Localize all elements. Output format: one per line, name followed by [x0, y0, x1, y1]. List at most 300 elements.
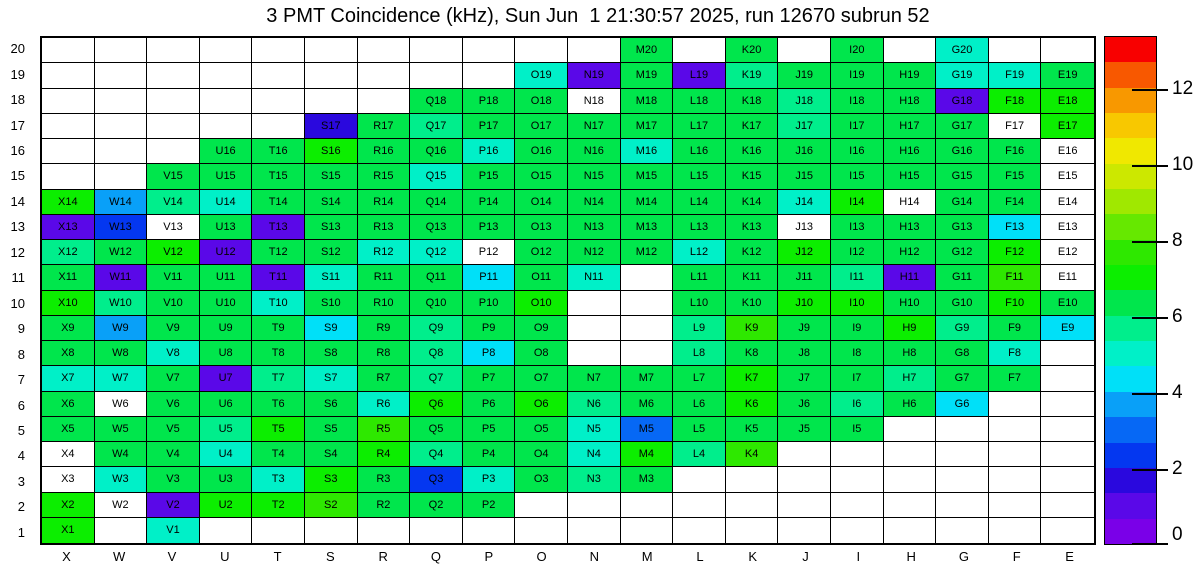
- heatmap-cell: S14: [305, 190, 358, 215]
- heatmap-cell: T8: [252, 341, 305, 366]
- heatmap-cell: O12: [515, 240, 568, 265]
- heatmap-cell: E12: [1041, 240, 1094, 265]
- heatmap-cell: U5: [200, 417, 253, 442]
- heatmap-cell: K13: [726, 215, 779, 240]
- heatmap-cell: F17: [989, 114, 1042, 139]
- x-axis-label: E: [1065, 549, 1074, 564]
- y-axis-label: 20: [10, 41, 25, 57]
- heatmap-cell: N6: [568, 392, 621, 417]
- x-axis-label: W: [113, 549, 126, 564]
- heatmap-cell: N17: [568, 114, 621, 139]
- y-axis-label: 1: [17, 524, 25, 540]
- heatmap-cell: V13: [147, 215, 200, 240]
- heatmap-cell: G20: [936, 38, 989, 63]
- heatmap-cell: E17: [1041, 114, 1094, 139]
- heatmap-cell: I20: [831, 38, 884, 63]
- heatmap-cell: H10: [884, 291, 937, 316]
- heatmap-cell: [936, 417, 989, 442]
- heatmap-cell: U11: [200, 265, 253, 290]
- heatmap-cell: N4: [568, 442, 621, 467]
- heatmap-cell: F11: [989, 265, 1042, 290]
- heatmap-cell: W3: [95, 467, 148, 492]
- heatmap-cell: [200, 63, 253, 88]
- heatmap-cell: [989, 467, 1042, 492]
- heatmap-cell: Q4: [410, 442, 463, 467]
- heatmap-cell: I5: [831, 417, 884, 442]
- heatmap-cell: Q2: [410, 493, 463, 518]
- heatmap-cell: [147, 38, 200, 63]
- heatmap-cell: M14: [621, 190, 674, 215]
- heatmap-cell: H14: [884, 190, 937, 215]
- x-axis-label: N: [589, 549, 600, 564]
- heatmap-cell: L15: [673, 164, 726, 189]
- heatmap-cell: V7: [147, 366, 200, 391]
- heatmap-cell: R6: [358, 392, 411, 417]
- heatmap-cell: [463, 63, 516, 88]
- x-axis-label: X: [62, 549, 71, 564]
- heatmap-cell: [568, 316, 621, 341]
- heatmap-cell: [410, 38, 463, 63]
- heatmap-cell: X2: [42, 493, 95, 518]
- x-axis-label: Q: [430, 549, 442, 564]
- heatmap-cell: P13: [463, 215, 516, 240]
- heatmap-cell: N16: [568, 139, 621, 164]
- colorbar-tick: [1132, 393, 1168, 395]
- heatmap-cell: E19: [1041, 63, 1094, 88]
- heatmap-cell: [410, 518, 463, 543]
- heatmap-cell: W10: [95, 291, 148, 316]
- heatmap-cell: Q15: [410, 164, 463, 189]
- heatmap-cell: P6: [463, 392, 516, 417]
- heatmap-cell: E9: [1041, 316, 1094, 341]
- heatmap-cell: U9: [200, 316, 253, 341]
- heatmap-cell: [1041, 442, 1094, 467]
- heatmap-cell: S12: [305, 240, 358, 265]
- heatmap-cell: [778, 518, 831, 543]
- heatmap-cell: O7: [515, 366, 568, 391]
- heatmap-cell: O8: [515, 341, 568, 366]
- heatmap-cell: W2: [95, 493, 148, 518]
- heatmap-cell: [200, 89, 253, 114]
- heatmap-cell: O14: [515, 190, 568, 215]
- heatmap-cell: [305, 518, 358, 543]
- heatmap-cell: W12: [95, 240, 148, 265]
- heatmap-cell: [621, 265, 674, 290]
- colorbar-tick-label: 6: [1172, 306, 1183, 328]
- heatmap-cell: K16: [726, 139, 779, 164]
- colorbar-tick-label: 2: [1172, 458, 1183, 480]
- heatmap-cell: I18: [831, 89, 884, 114]
- heatmap-cell: [884, 417, 937, 442]
- colorbar-tick: [1132, 469, 1168, 471]
- heatmap-cell: E16: [1041, 139, 1094, 164]
- heatmap-cell: H8: [884, 341, 937, 366]
- heatmap-cell: [884, 38, 937, 63]
- heatmap-cell: J5: [778, 417, 831, 442]
- colorbar-tick-label: 10: [1172, 154, 1194, 176]
- heatmap-cell: T15: [252, 164, 305, 189]
- heatmap-cell: L6: [673, 392, 726, 417]
- heatmap-cell: [621, 291, 674, 316]
- heatmap-cell: P11: [463, 265, 516, 290]
- heatmap-cell: I14: [831, 190, 884, 215]
- heatmap-cell: [42, 63, 95, 88]
- heatmap-cell: [200, 38, 253, 63]
- heatmap-cell: P5: [463, 417, 516, 442]
- heatmap-cell: S10: [305, 291, 358, 316]
- heatmap-cell: [621, 316, 674, 341]
- x-axis-label: F: [1012, 549, 1021, 564]
- heatmap-cell: K18: [726, 89, 779, 114]
- heatmap-cell: Q9: [410, 316, 463, 341]
- heatmap-cell: [884, 442, 937, 467]
- colorbar-tick: [1132, 241, 1168, 243]
- heatmap-cell: E15: [1041, 164, 1094, 189]
- heatmap-cell: M5: [621, 417, 674, 442]
- heatmap-cell: S13: [305, 215, 358, 240]
- y-axis-label: 13: [10, 219, 25, 235]
- heatmap-cell: L4: [673, 442, 726, 467]
- heatmap-cell: F8: [989, 341, 1042, 366]
- heatmap-cell: [515, 38, 568, 63]
- heatmap-cell: [831, 518, 884, 543]
- heatmap-cell: [778, 38, 831, 63]
- heatmap-cell: J17: [778, 114, 831, 139]
- heatmap-cell: G6: [936, 392, 989, 417]
- heatmap-cell: L10: [673, 291, 726, 316]
- heatmap-cell: J14: [778, 190, 831, 215]
- heatmap-cell: K6: [726, 392, 779, 417]
- heatmap-cell: G16: [936, 139, 989, 164]
- heatmap-cell: E11: [1041, 265, 1094, 290]
- heatmap-cell: [252, 63, 305, 88]
- heatmap-cell: S3: [305, 467, 358, 492]
- heatmap-cell: F16: [989, 139, 1042, 164]
- heatmap-cell: O13: [515, 215, 568, 240]
- heatmap-cell: [1041, 341, 1094, 366]
- heatmap-cell: [147, 89, 200, 114]
- x-axis-label: U: [220, 549, 230, 564]
- heatmap-cell: [673, 518, 726, 543]
- heatmap-cell: K12: [726, 240, 779, 265]
- heatmap-cell: U2: [200, 493, 253, 518]
- heatmap-cell: [358, 89, 411, 114]
- heatmap-cell: V1: [147, 518, 200, 543]
- heatmap-cell: X10: [42, 291, 95, 316]
- heatmap-cell: [358, 38, 411, 63]
- heatmap-cell: G8: [936, 341, 989, 366]
- heatmap-cell: W6: [95, 392, 148, 417]
- heatmap-cell: R4: [358, 442, 411, 467]
- heatmap-cell: L5: [673, 417, 726, 442]
- x-axis-label: V: [167, 549, 177, 564]
- heatmap-cell: V8: [147, 341, 200, 366]
- heatmap-cell: G9: [936, 316, 989, 341]
- x-axis-label: S: [326, 549, 335, 564]
- heatmap-cell: P3: [463, 467, 516, 492]
- heatmap-cell: T16: [252, 139, 305, 164]
- heatmap-cell: H16: [884, 139, 937, 164]
- heatmap-cell: M15: [621, 164, 674, 189]
- heatmap-cell: Q11: [410, 265, 463, 290]
- heatmap-cell: V14: [147, 190, 200, 215]
- heatmap-cell: I13: [831, 215, 884, 240]
- heatmap-cell: T5: [252, 417, 305, 442]
- heatmap-cell: [42, 114, 95, 139]
- heatmap-cell: S6: [305, 392, 358, 417]
- heatmap-cell: [936, 493, 989, 518]
- heatmap-cell: [726, 493, 779, 518]
- heatmap-cell: W11: [95, 265, 148, 290]
- heatmap-cell: V2: [147, 493, 200, 518]
- x-axis-label: I: [856, 549, 861, 564]
- heatmap-cell: [884, 467, 937, 492]
- heatmap-cell: U3: [200, 467, 253, 492]
- heatmap-cell: O17: [515, 114, 568, 139]
- y-axis-label: 11: [11, 270, 25, 286]
- heatmap-cell: [42, 164, 95, 189]
- heatmap-cell: G17: [936, 114, 989, 139]
- heatmap-cell: X5: [42, 417, 95, 442]
- heatmap-cell: P14: [463, 190, 516, 215]
- heatmap-cell: O6: [515, 392, 568, 417]
- heatmap-cell: V11: [147, 265, 200, 290]
- heatmap-cell: Q14: [410, 190, 463, 215]
- heatmap-cell: T13: [252, 215, 305, 240]
- colorbar-tick-label: 0: [1172, 524, 1183, 545]
- heatmap-cell: O9: [515, 316, 568, 341]
- heatmap-cell: [305, 38, 358, 63]
- heatmap-cell: F14: [989, 190, 1042, 215]
- heatmap-cell: T12: [252, 240, 305, 265]
- heatmap-cell: [147, 63, 200, 88]
- heatmap-cell: S2: [305, 493, 358, 518]
- heatmap-cell: [884, 518, 937, 543]
- heatmap-cell: J8: [778, 341, 831, 366]
- heatmap-cell: [410, 63, 463, 88]
- heatmap-cell: K4: [726, 442, 779, 467]
- heatmap-cell: [989, 392, 1042, 417]
- heatmap-cell: W9: [95, 316, 148, 341]
- heatmap-cell: T14: [252, 190, 305, 215]
- heatmap-cell: M19: [621, 63, 674, 88]
- heatmap-cell: J11: [778, 265, 831, 290]
- heatmap-cell: Q18: [410, 89, 463, 114]
- heatmap-cell: O19: [515, 63, 568, 88]
- x-axis-label: L: [696, 549, 704, 564]
- heatmap-cell: I15: [831, 164, 884, 189]
- heatmap-cell: [42, 89, 95, 114]
- heatmap-cell: [1041, 392, 1094, 417]
- heatmap-cell: V9: [147, 316, 200, 341]
- heatmap-cell: R13: [358, 215, 411, 240]
- heatmap-cell: F12: [989, 240, 1042, 265]
- heatmap-cell: [1041, 417, 1094, 442]
- heatmap-cell: H9: [884, 316, 937, 341]
- heatmap-cell: G19: [936, 63, 989, 88]
- heatmap-cell: X7: [42, 366, 95, 391]
- heatmap-cell: F9: [989, 316, 1042, 341]
- heatmap-cell: V15: [147, 164, 200, 189]
- heatmap-cell: [1041, 467, 1094, 492]
- heatmap-cell: [621, 493, 674, 518]
- heatmap-cell: U15: [200, 164, 253, 189]
- heatmap-cell: [936, 467, 989, 492]
- heatmap-cell: W5: [95, 417, 148, 442]
- heatmap-cell: X3: [42, 467, 95, 492]
- heatmap-cell: W4: [95, 442, 148, 467]
- heatmap-cell: T11: [252, 265, 305, 290]
- heatmap-cell: R2: [358, 493, 411, 518]
- heatmap-cell: H17: [884, 114, 937, 139]
- heatmap-cell: [1041, 366, 1094, 391]
- heatmap-cell: R3: [358, 467, 411, 492]
- colorbar-tick: [1132, 543, 1168, 545]
- colorbar-tick-label: 12: [1172, 78, 1194, 100]
- heatmap-cell: L16: [673, 139, 726, 164]
- heatmap-cell: H19: [884, 63, 937, 88]
- heatmap-cell: L19: [673, 63, 726, 88]
- heatmap-cell: M17: [621, 114, 674, 139]
- heatmap-cell: J7: [778, 366, 831, 391]
- heatmap-cell: [95, 518, 148, 543]
- heatmap-cell: M16: [621, 139, 674, 164]
- heatmap-cell: [831, 467, 884, 492]
- heatmap-cell: X11: [42, 265, 95, 290]
- x-axis-label: H: [906, 549, 916, 564]
- heatmap-cell: [95, 114, 148, 139]
- heatmap-cell: M20: [621, 38, 674, 63]
- heatmap-cell: [989, 417, 1042, 442]
- heatmap-cell: N19: [568, 63, 621, 88]
- heatmap-cell: X12: [42, 240, 95, 265]
- heatmap-cell: O11: [515, 265, 568, 290]
- heatmap-cell: S4: [305, 442, 358, 467]
- heatmap-cell: L9: [673, 316, 726, 341]
- heatmap-cell: [673, 493, 726, 518]
- heatmap-cell: [726, 518, 779, 543]
- heatmap-cell: [95, 139, 148, 164]
- heatmap-cell: P17: [463, 114, 516, 139]
- heatmap-cell: [305, 89, 358, 114]
- heatmap-cell: [936, 442, 989, 467]
- heatmap-cell: L8: [673, 341, 726, 366]
- y-axis-label: 19: [10, 66, 25, 82]
- heatmap-cell: R16: [358, 139, 411, 164]
- heatmap-cell: [358, 63, 411, 88]
- heatmap-cell: E14: [1041, 190, 1094, 215]
- heatmap-cell: I7: [831, 366, 884, 391]
- y-axis-label: 15: [10, 168, 25, 184]
- heatmap-cell: L12: [673, 240, 726, 265]
- heatmap-cell: S15: [305, 164, 358, 189]
- heatmap-cell: U10: [200, 291, 253, 316]
- heatmap-cell: J6: [778, 392, 831, 417]
- heatmap-cell: P10: [463, 291, 516, 316]
- heatmap-cell: [778, 493, 831, 518]
- heatmap-cell: [95, 89, 148, 114]
- heatmap-cell: I19: [831, 63, 884, 88]
- heatmap-cell: [147, 114, 200, 139]
- heatmap-cell: W8: [95, 341, 148, 366]
- heatmap-cell: G10: [936, 291, 989, 316]
- heatmap-cell: [515, 518, 568, 543]
- heatmap-cell: V4: [147, 442, 200, 467]
- heatmap-cell: T7: [252, 366, 305, 391]
- heatmap-cell: [568, 291, 621, 316]
- heatmap-cell: [831, 493, 884, 518]
- heatmap-cell: L17: [673, 114, 726, 139]
- heatmap-cell: K15: [726, 164, 779, 189]
- heatmap-cell: M3: [621, 467, 674, 492]
- heatmap-cell: S8: [305, 341, 358, 366]
- heatmap-cell: H15: [884, 164, 937, 189]
- heatmap-cell: U7: [200, 366, 253, 391]
- heatmap-cell: V5: [147, 417, 200, 442]
- heatmap-cell: [778, 442, 831, 467]
- heatmap-cell: P4: [463, 442, 516, 467]
- heatmap-cell: [568, 493, 621, 518]
- heatmap-cell: O10: [515, 291, 568, 316]
- y-axis-label: 5: [17, 423, 25, 439]
- heatmap-cell: [463, 38, 516, 63]
- colorbar-tick-label: 8: [1172, 230, 1183, 252]
- heatmap-cell: [252, 38, 305, 63]
- y-axis-label: 2: [17, 499, 25, 515]
- heatmap-cell: K10: [726, 291, 779, 316]
- heatmap-cell: P8: [463, 341, 516, 366]
- heatmap-cell: V10: [147, 291, 200, 316]
- y-axis-label: 10: [10, 295, 25, 311]
- heatmap-cell: Q5: [410, 417, 463, 442]
- heatmap-cell: N3: [568, 467, 621, 492]
- heatmap-cell: Q6: [410, 392, 463, 417]
- heatmap-cell: Q8: [410, 341, 463, 366]
- heatmap-cell: N18: [568, 89, 621, 114]
- heatmap-cell: Q10: [410, 291, 463, 316]
- y-axis-label: 7: [17, 372, 25, 388]
- heatmap-cell: P16: [463, 139, 516, 164]
- heatmap-cell: [831, 442, 884, 467]
- heatmap-cell: [1041, 518, 1094, 543]
- heatmap-cell: J10: [778, 291, 831, 316]
- y-axis-label: 3: [17, 473, 25, 489]
- heatmap-cell: R10: [358, 291, 411, 316]
- heatmap-cell: X8: [42, 341, 95, 366]
- heatmap-cell: [989, 38, 1042, 63]
- heatmap-cell: [884, 493, 937, 518]
- heatmap-cell: U12: [200, 240, 253, 265]
- heatmap-cell: G14: [936, 190, 989, 215]
- heatmap-cell: [726, 467, 779, 492]
- heatmap-cell: T3: [252, 467, 305, 492]
- heatmap-cell: T4: [252, 442, 305, 467]
- heatmap-cell: [568, 341, 621, 366]
- heatmap-cell: R12: [358, 240, 411, 265]
- heatmap-cell: [95, 38, 148, 63]
- y-axis-label: 9: [17, 321, 25, 337]
- heatmap-cell: R5: [358, 417, 411, 442]
- heatmap-cell: [621, 518, 674, 543]
- heatmap-cell: G11: [936, 265, 989, 290]
- heatmap-cell: G13: [936, 215, 989, 240]
- heatmap-cell: H18: [884, 89, 937, 114]
- heatmap-cell: U4: [200, 442, 253, 467]
- heatmap-cell: I16: [831, 139, 884, 164]
- heatmap-cell: P15: [463, 164, 516, 189]
- heatmap-cell: L7: [673, 366, 726, 391]
- heatmap-cell: P12: [463, 240, 516, 265]
